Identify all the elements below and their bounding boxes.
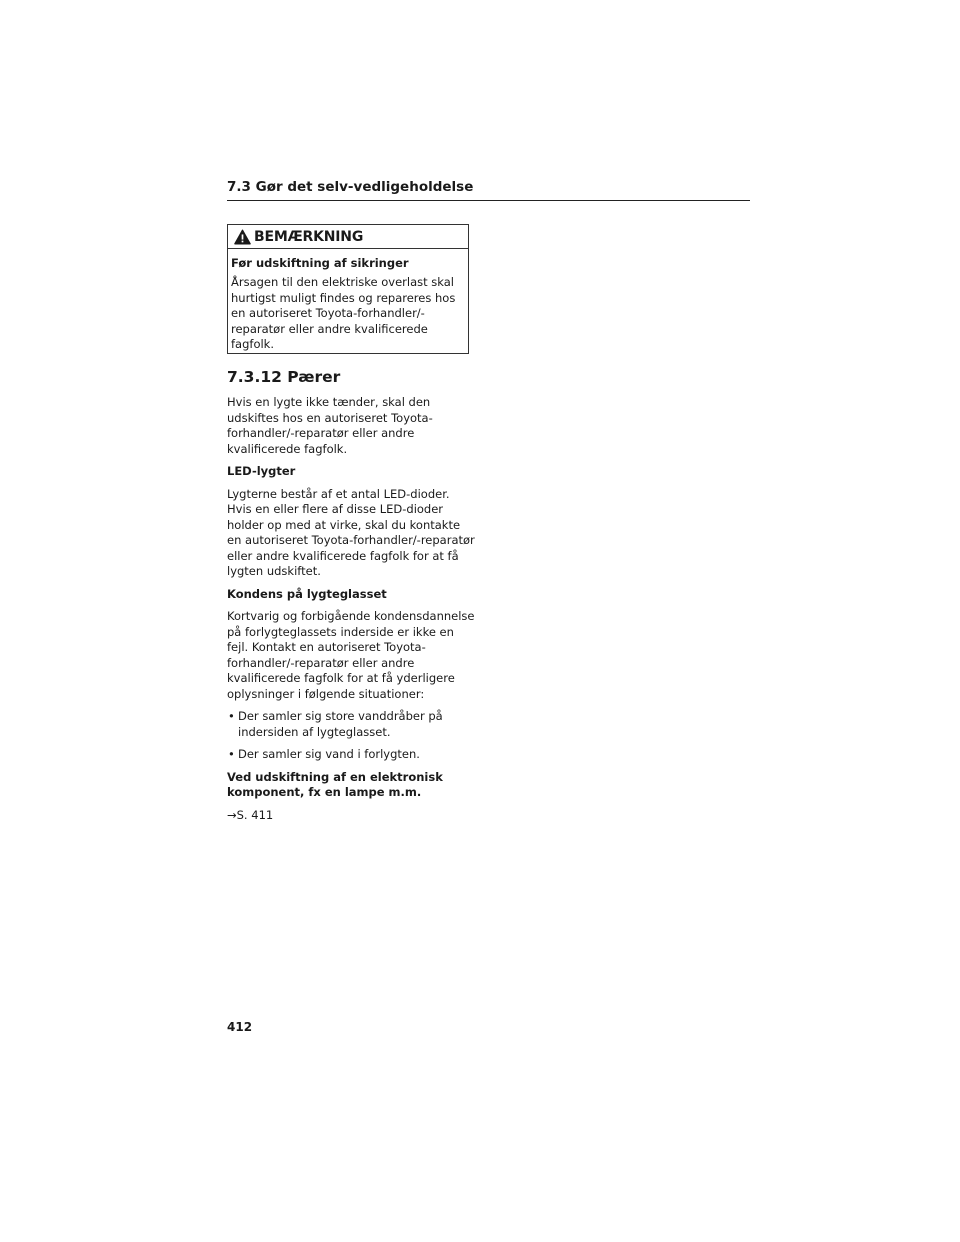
page-number: 412: [227, 1020, 253, 1034]
bullet-text: Der samler sig store vanddråber på indersiden af lygteglasset.: [238, 709, 443, 739]
warning-triangle-icon: [234, 229, 251, 245]
condensation-paragraph: Kortvarig og forbigående kondensdannelse på forlygteglassets inderside er ikke en fejl. Kontakt en autoriseret Toyota-forhandler/-reparatør eller andre kvalificerede fagfolk for at få yderligere oplysninger i følgende situationer:: [227, 609, 475, 701]
bullet-item: [227, 747, 477, 763]
intro-paragraph: Hvis en lygte ikke tænder, skal den udskiftes hos en autoriseret Toyota-forhandler/-reparatør eller andre kvalificerede fagfolk.: [227, 395, 433, 456]
replace-heading: Ved udskiftning af en elektronisk komponent, fx en lampe m.m.: [227, 769, 443, 799]
section-header: [227, 178, 750, 201]
bullet-mark: •: [228, 709, 235, 723]
notice-header: [228, 225, 468, 249]
section-header-title: 7.3 Gør det selv-vedligeholdelse: [227, 179, 474, 195]
main-column: [227, 367, 477, 830]
led-heading: LED-lygter: [227, 464, 296, 478]
notice-subheading: Før udskiftning af sikringer: [231, 256, 409, 270]
led-paragraph: Lygterne består af et antal LED-dioder. Hvis en eller flere af disse LED-dioder holder op med at virke, skal du kontakte en autoriseret Toyota-forhandler/-reparatør eller andre kvalificerede fagfolk for at få lygten udskiftet.: [227, 486, 475, 578]
bullet-item: [227, 709, 477, 740]
page-reference-link[interactable]: →S. 411: [227, 807, 274, 822]
notice-box: [227, 224, 469, 354]
bullet-text: Der samler sig vand i forlygten.: [238, 747, 420, 761]
section-title: 7.3.12 Pærer: [227, 368, 341, 386]
notice-text: Årsagen til den elektriske overlast skal hurtigst muligt findes og repareres hos en autoriseret Toyota-forhandler/-reparatør eller andre kvalificerede fagfolk.: [231, 275, 456, 351]
condensation-heading: Kondens på lygteglasset: [227, 586, 387, 601]
bullet-mark: •: [228, 747, 235, 761]
notice-heading: BEMÆRKNING: [254, 228, 364, 245]
